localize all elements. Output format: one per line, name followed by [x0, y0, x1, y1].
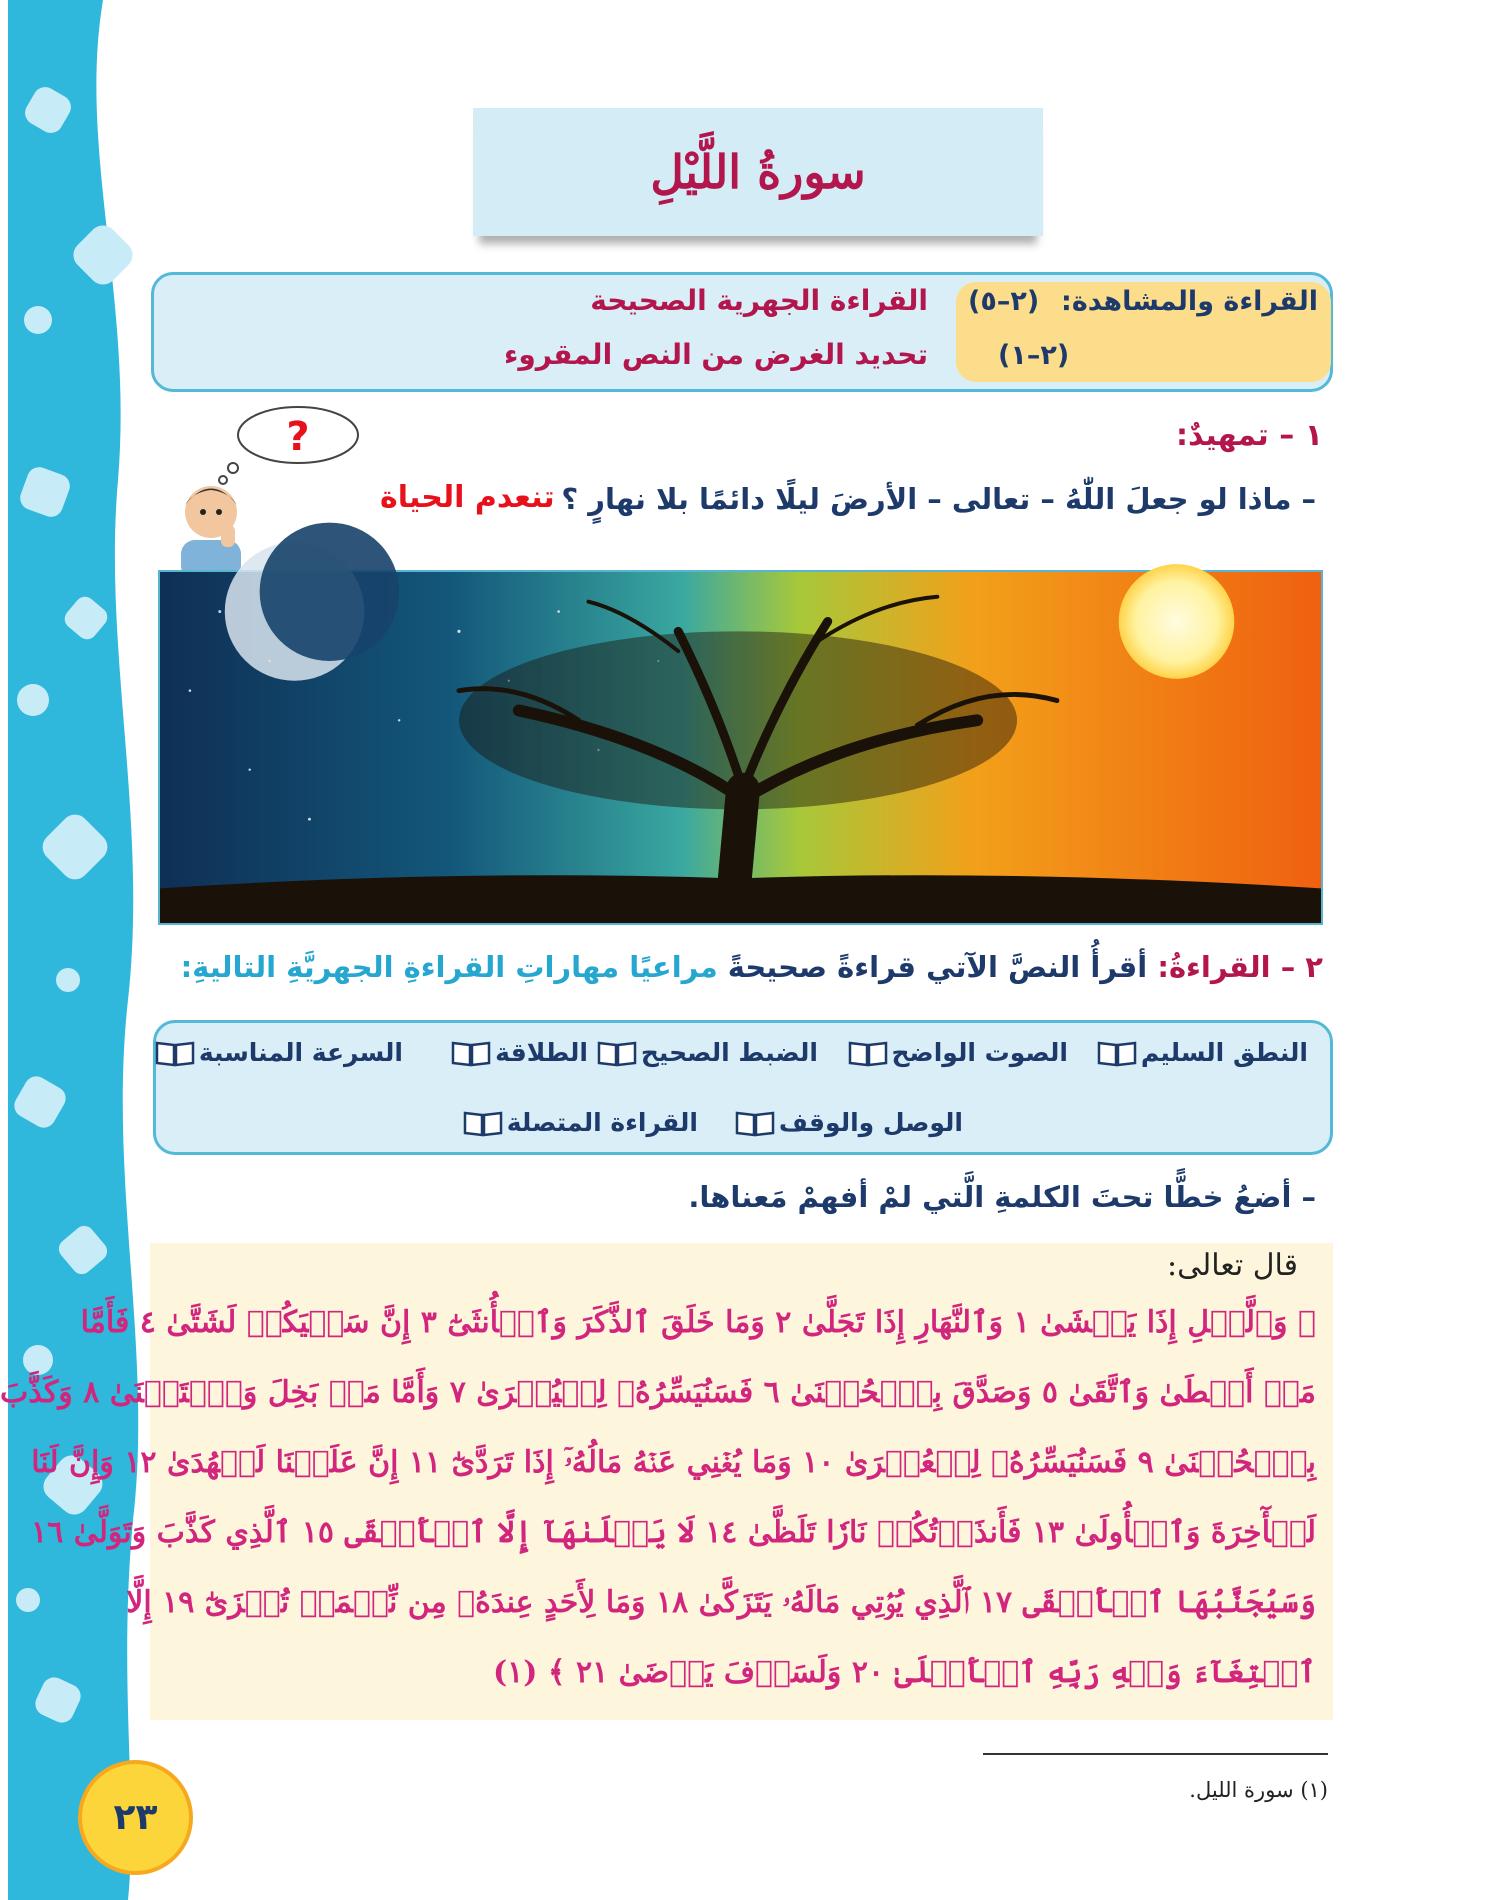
objectives-heading: القراءة والمشاهدة:	[1061, 286, 1318, 317]
skill-item: القراءة المتصلة	[463, 1108, 698, 1137]
objective-text: تحديد الغرض من النص المقروء	[504, 338, 928, 371]
ayah-line: ٱبۡتِغَآءَ وَجۡهِ رَبِّهِ ٱلۡأَعۡلَىٰ ٢٠ وَلَسَوۡفَ يَرۡضَىٰ ٢١ ﴾ (١)	[492, 1655, 1316, 1690]
skill-item: الضبط الصحيح	[597, 1038, 818, 1067]
page-number: ٢٣	[78, 1760, 193, 1875]
child-icon	[181, 486, 241, 580]
open-book-icon	[463, 1109, 503, 1137]
svg-text:?: ?	[286, 414, 310, 460]
open-book-icon	[597, 1039, 637, 1067]
open-book-icon	[848, 1039, 888, 1067]
ayah-line: ﴿ وَٱلَّيۡلِ إِذَا يَغۡشَىٰ ١ وَٱلنَّهَارِ إِذَا تَجَلَّىٰ ٢ وَمَا خَلَقَ ٱلذَّكَرَ وَٱلۡأُنثَىٰٓ ٣ إِنَّ سَعۡيَكُمۡ لَشَتَّىٰ ٤ فَأَمَّا	[80, 1305, 1316, 1340]
title-banner	[473, 108, 1043, 236]
skill-item: السرعة المناسبة	[155, 1038, 403, 1067]
skill-item: الصوت الواضح	[848, 1038, 1068, 1067]
page-title: سورةُ اللَّيْلِ	[650, 145, 866, 199]
section-heading-reading: ٢ – القراءةُ: أقرأُ النصَّ الآتي قراءةً صحيحةً مراعيًا مهاراتِ القراءةِ الجهريَّةِ التاليةِ:	[180, 950, 1323, 984]
underline-instruction: – أضعُ خطًّا تحتَ الكلمةِ الَّتي لمْ أفهمْ مَعناها.	[688, 1180, 1316, 1214]
footnote-divider	[983, 1753, 1328, 1755]
section-heading-preface: ١ – تمهيدٌ:	[1176, 418, 1323, 453]
ayah-line: لَلۡأٓخِرَةَ وَٱلۡأُولَىٰ ١٣ فَأَنذَرۡتُكُمۡ نَارٗا تَلَظَّىٰ ١٤ لَا يَصۡلَىٰهَآ إِلَّا ٱلۡأَشۡقَى ١٥ ٱلَّذِي كَذَّبَ وَتَوَلَّىٰ ١٦	[31, 1515, 1316, 1550]
objective-code: (٢–٥)	[968, 286, 1040, 317]
preface-question: – ماذا لو جعلَ اللّٰهُ – تعالى – الأرضَ ليلًا دائمًا بلا نهارٍ ؟	[561, 482, 1316, 516]
skill-item: الطلاقة	[451, 1038, 588, 1067]
open-book-icon	[155, 1039, 195, 1067]
night-day-tree-illustration	[158, 570, 1323, 925]
open-book-icon	[1097, 1039, 1137, 1067]
objective-code: (٢–١)	[998, 340, 1070, 371]
ayah-line: مَنۡ أَعۡطَىٰ وَٱتَّقَىٰ ٥ وَصَدَّقَ بِٱلۡحُسۡنَىٰ ٦ فَسَنُيَسِّرُهُۥ لِلۡيُسۡرَىٰ ٧ وَأَمَّا مَنۢ بَخِلَ وَٱسۡتَغۡنَىٰ ٨ وَكَذَّبَ	[0, 1375, 1316, 1410]
objective-text: القراءة الجهرية الصحيحة	[590, 284, 928, 317]
skill-item: النطق السليم	[1097, 1038, 1308, 1067]
quran-intro: قال تعالى:	[1166, 1248, 1298, 1283]
open-book-icon	[451, 1039, 491, 1067]
ayah-line: بِٱلۡحُسۡنَىٰ ٩ فَسَنُيَسِّرُهُۥ لِلۡعُسۡرَىٰ ١٠ وَمَا يُغۡنِي عَنۡهُ مَالُهُۥٓ إِذَا تَرَدَّىٰٓ ١١ إِنَّ عَلَيۡنَا لَلۡهُدَىٰ ١٢ وَإِنَّ لَنَا	[31, 1445, 1316, 1480]
thought-bubble-icon	[219, 407, 358, 484]
footnote: (١) سورة الليل.	[1189, 1778, 1328, 1802]
open-book-icon	[735, 1109, 775, 1137]
ayah-line: وَسَيُجَنَّبُهَا ٱلۡأَتۡقَى ١٧ ٱلَّذِي يُؤۡتِي مَالَهُۥ يَتَزَكَّىٰ ١٨ وَمَا لِأَحَدٍ عِندَهُۥ مِن نِّعۡمَةٖ تُجۡزَىٰٓ ١٩ إِلَّا	[126, 1585, 1316, 1620]
handwritten-answer: تنعدم الحياة	[380, 480, 555, 515]
skill-item: الوصل والوقف	[735, 1108, 963, 1137]
